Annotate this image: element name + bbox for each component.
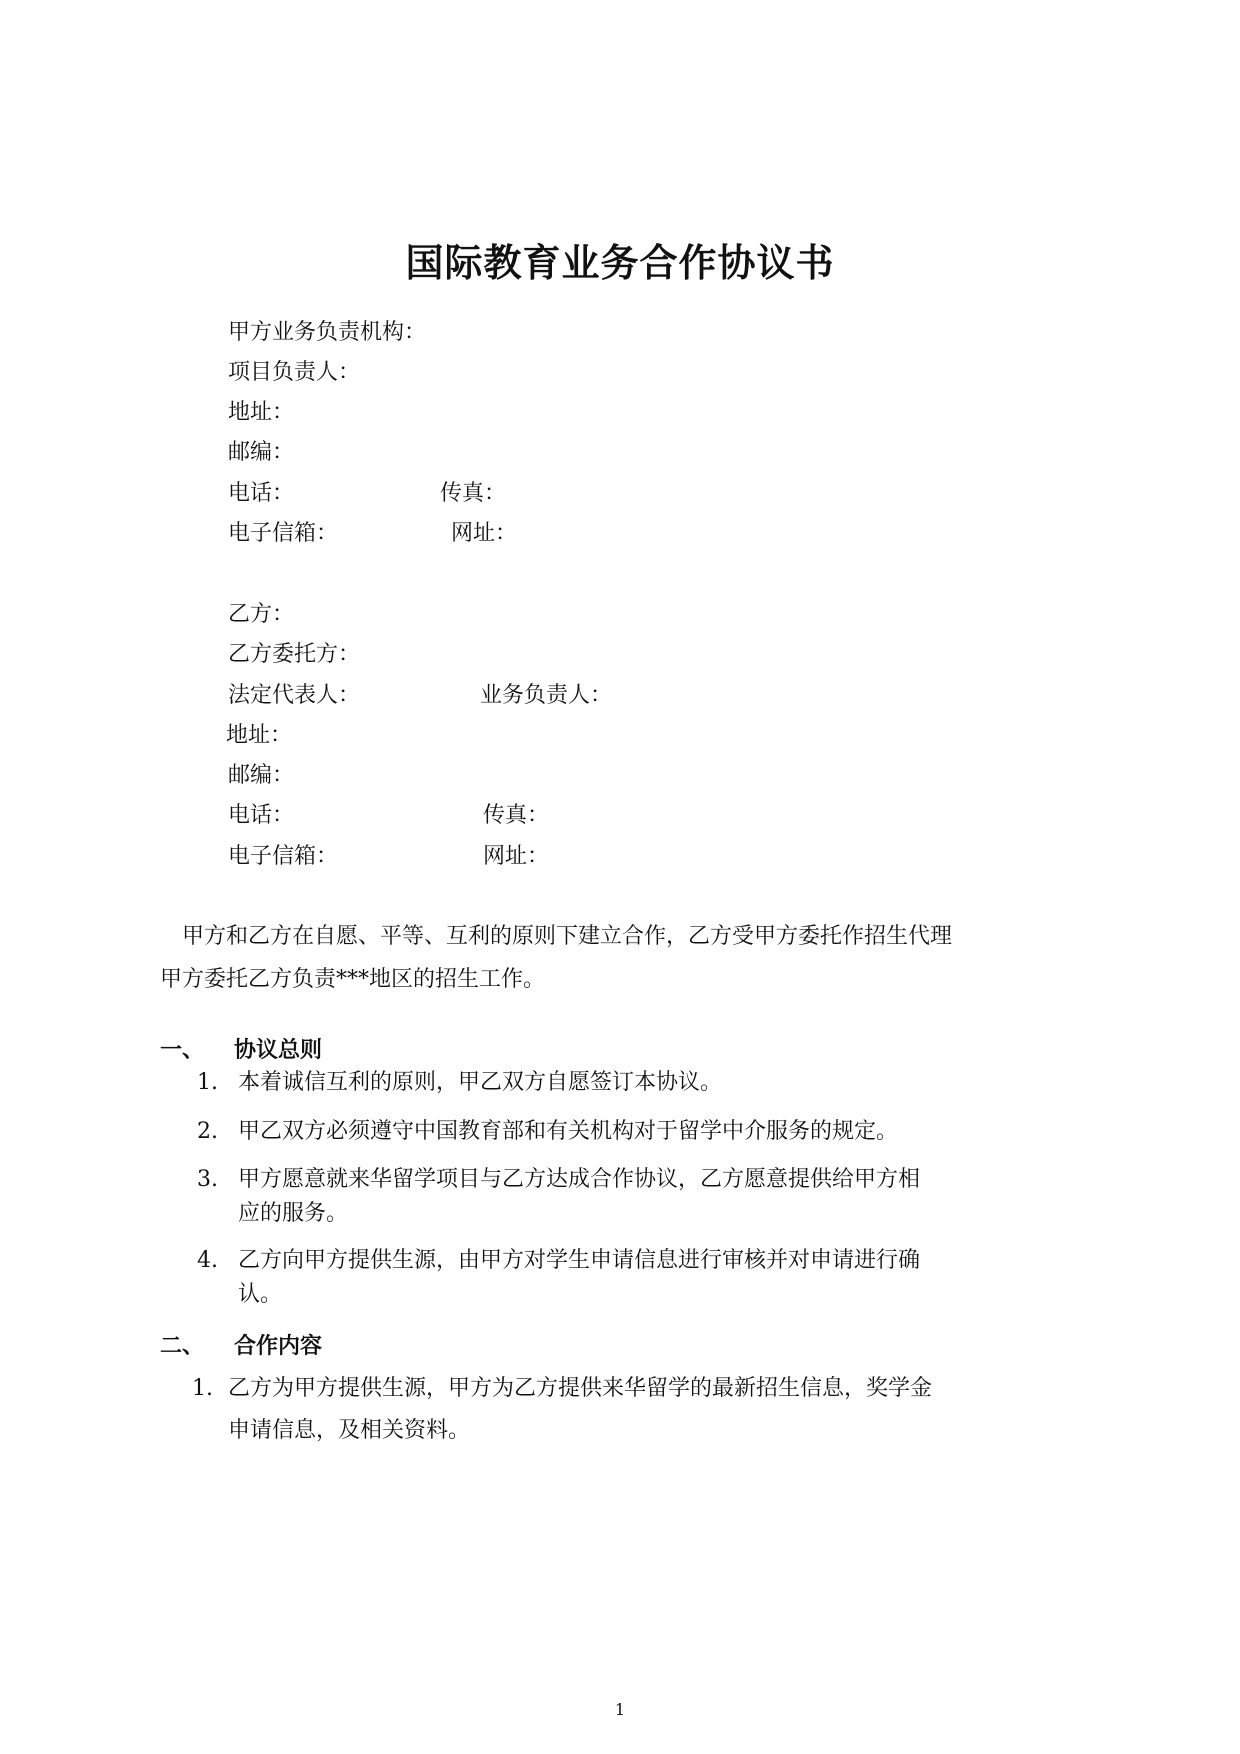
- party-b-legal-rep-label: 法定代表人：: [228, 683, 361, 708]
- list-item-number: 2.: [197, 1119, 218, 1144]
- list-item-number: 3.: [197, 1167, 218, 1192]
- party-a-website-label: 网址：: [451, 521, 518, 546]
- section-number: 一、: [160, 1038, 205, 1063]
- list-item-text: 甲乙双方必须遵守中国教育部和有关机构对于留学中介服务的规定。: [238, 1119, 899, 1144]
- party-a-org-label: 甲方业务负责机构：: [228, 320, 427, 345]
- party-b-fax-label: 传真：: [483, 803, 550, 828]
- list-item-text: 乙方向甲方提供生源，由甲方对学生申请信息进行审核并对申请进行确: [238, 1248, 921, 1273]
- intro-line-1: 甲方和乙方在自愿、平等、互利的原则下建立合作，乙方受甲方委托作招生代理: [182, 924, 953, 949]
- section-heading: [160, 1332, 560, 1362]
- party-a-phone-label: 电话：: [228, 481, 295, 506]
- party-b-delegate-label: 乙方委托方：: [228, 642, 361, 667]
- party-a-email-label: 电子信箱：: [228, 521, 339, 546]
- list-item-number: 1.: [197, 1070, 218, 1095]
- party-a-leader-label: 项目负责人：: [228, 360, 361, 385]
- party-b-email-label: 电子信箱：: [228, 844, 339, 869]
- list-item-number: 4.: [197, 1248, 218, 1273]
- intro-line-2: 甲方委托乙方负责***地区的招生工作。: [160, 967, 546, 992]
- party-b-business-lead-label: 业务负责人：: [480, 683, 613, 708]
- party-b-address-label: 地址：: [226, 723, 293, 748]
- party-b-website-label: 网址：: [483, 844, 550, 869]
- section-number: 二、: [160, 1334, 205, 1359]
- list-item-text-continued: 应的服务。: [238, 1201, 349, 1226]
- list-item-text: 乙方为甲方提供生源，甲方为乙方提供来华留学的最新招生信息，奖学金: [228, 1376, 933, 1401]
- party-b-label: 乙方：: [228, 602, 295, 627]
- list-item-text-continued: 认。: [238, 1282, 283, 1307]
- list-item-number: 1.: [192, 1376, 213, 1401]
- party-a-fax-label: 传真：: [440, 481, 507, 506]
- list-item-text: 甲方愿意就来华留学项目与乙方达成合作协议，乙方愿意提供给甲方相: [238, 1167, 921, 1192]
- section-title: 合作内容: [234, 1334, 323, 1359]
- section-heading: [160, 1036, 560, 1066]
- party-a-address-label: 地址：: [228, 400, 295, 425]
- party-b-postcode-label: 邮编：: [228, 763, 295, 788]
- party-a-postcode-label: 邮编：: [228, 440, 295, 465]
- list-item-text-continued: 申请信息，及相关资料。: [228, 1418, 471, 1443]
- page-number: 1: [614, 1700, 626, 1719]
- section-title: 协议总则: [234, 1038, 323, 1063]
- list-item-text: 本着诚信互利的原则，甲乙双方自愿签订本协议。: [238, 1070, 723, 1095]
- party-b-phone-label: 电话：: [228, 803, 295, 828]
- document-title: 国际教育业务合作协议书: [405, 241, 835, 285]
